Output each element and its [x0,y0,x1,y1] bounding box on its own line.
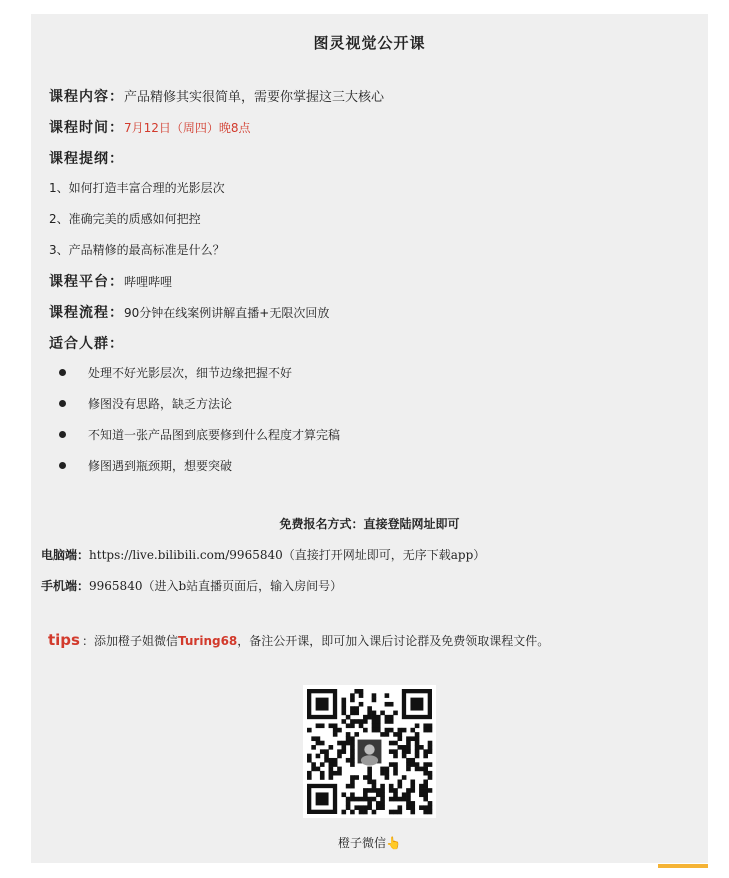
qr-code-icon [303,685,436,818]
audience-label: 适合人群 [49,336,109,352]
audience-sep: ： [109,336,124,352]
audience-item [59,426,340,443]
tips-label: tips [48,631,80,649]
process-sep: ： [109,305,124,321]
bullet-icon [59,400,66,407]
platform-label: 课程平台 [49,274,109,290]
outline-item: 1、如何打造丰富合理的光影层次 [49,181,225,195]
outline-item: 2、准确完美的质感如何把控 [49,212,201,226]
outline-sep: ： [109,151,124,167]
content-row [49,86,384,106]
qr-caption: 橙子微信 [338,836,387,850]
audience-item-text: 处理不好光影层次，细节边缘把握不好 [88,366,293,380]
time-value: 7月12日（周四）晚8点 [124,121,251,135]
bullet-icon [59,369,66,376]
bullet-icon [59,431,66,438]
time-label: 课程时间 [49,120,109,136]
pc-link[interactable]: https://live.bilibili.com/9965840（直接打开网址即可，无序下载app） [89,548,486,562]
mobile-label: 手机端： [41,579,90,593]
accent-bar [658,864,708,868]
qr-caption-row [31,834,708,851]
content-value: 产品精修其实很简单，需要你掌握这三大核心 [124,90,385,105]
bullet-icon [59,462,66,469]
pointing-hand-icon: 👆 [386,836,401,850]
pc-label: 电脑端： [41,548,90,562]
audience-row [49,333,124,353]
audience-item [59,457,232,474]
signup-heading: 免费报名方式：直接登陆网址即可 [279,517,460,531]
tips-row [48,631,549,649]
audience-item [59,395,232,412]
outline-row [49,148,124,168]
content-label: 课程内容 [49,89,109,105]
time-sep: ： [109,120,124,136]
page-title: 图灵视觉公开课 [313,34,426,52]
process-value: 90分钟在线案例讲解直播+无限次回放 [124,306,330,320]
audience-item-text: 修图遇到瓶颈期，想要突破 [88,459,233,473]
qr-code [303,685,436,818]
time-row [49,117,251,137]
pc-row [41,546,485,563]
audience-item-text: 修图没有思路，缺乏方法论 [88,397,233,411]
outline-item: 3、产品精修的最高标准是什么？ [49,243,225,257]
content-sep: ： [109,89,124,105]
platform-sep: ： [109,274,124,290]
mobile-row [41,577,342,594]
tips-pre: ：添加橙子姐微信 [81,634,178,648]
audience-item [59,364,292,381]
mobile-value: 9965840（进入b站直播页面后，输入房间号） [89,579,343,593]
tips-post: ，备注公开课，即可加入课后讨论群及免费领取课程文件。 [237,634,550,648]
process-label: 课程流程 [49,305,109,321]
outline-label: 课程提纲 [49,151,109,167]
platform-value: 哔哩哔哩 [124,275,173,289]
platform-row [49,271,172,291]
audience-item-text: 不知道一张产品图到底要修到什么程度才算完稿 [88,428,341,442]
course-card [31,14,708,863]
process-row [49,302,329,322]
wechat-id: Turing68 [178,634,238,648]
